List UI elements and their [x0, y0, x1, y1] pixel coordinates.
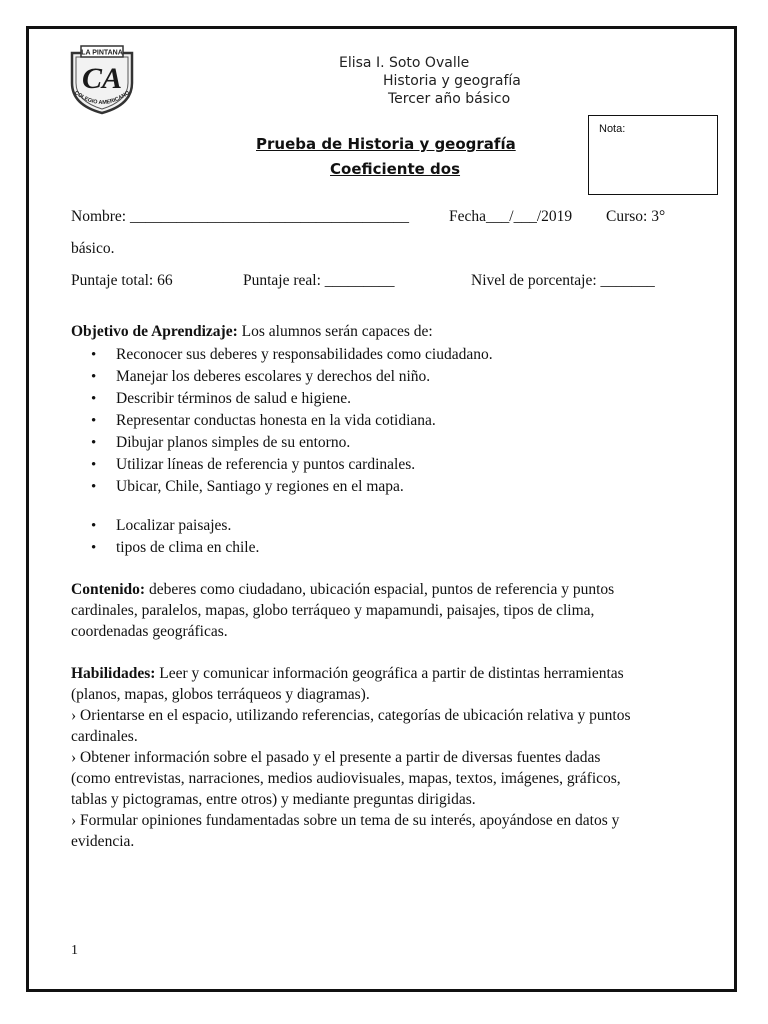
percentage-field[interactable]: Nivel de porcentaje: _______ — [471, 272, 655, 289]
grade-box[interactable] — [588, 115, 718, 195]
course-field: Curso: 3° — [606, 208, 666, 225]
svg-text:LA PINTANA: LA PINTANA — [81, 49, 123, 57]
skills-line: › Formular opiniones fundamentadas sobre un tema de su interés, apoyándose en datos y — [71, 812, 620, 829]
exam-subtitle: Coeficiente dos — [330, 160, 461, 178]
skills-line: (como entrevistas, narraciones, medios audiovisuales, mapas, textos, imágenes, gráficos, — [71, 770, 621, 787]
list-item: • Ubicar, Chile, Santiago y regiones en el mapa. — [71, 476, 493, 498]
date-field[interactable]: Fecha___/___/2019 — [449, 208, 573, 225]
skills-line: cardinales. — [71, 728, 138, 745]
grade-box-label: Nota: — [599, 123, 626, 135]
list-item: • Reconocer sus deberes y responsabilidades como ciudadano. — [71, 344, 493, 366]
skills-line: (planos, mapas, globos terráqueos y diagramas). — [71, 686, 370, 703]
skills-label: Habilidades: — [71, 665, 156, 682]
content-line: deberes como ciudadano, ubicación espacial, puntos de referencia y puntos — [145, 581, 615, 598]
name-field[interactable]: Nombre: ____________________________________ — [71, 208, 409, 225]
real-score-field[interactable]: Puntaje real: _________ — [243, 272, 395, 289]
objective-list-1 — [71, 344, 493, 498]
objective-heading — [71, 323, 433, 341]
page-number: 1 — [71, 943, 78, 958]
objective-label: Objetivo de Aprendizaje: — [71, 323, 238, 340]
exam-title: Prueba de Historia y geografía — [256, 135, 516, 153]
student-info-row — [71, 208, 666, 226]
content-paragraph — [71, 579, 721, 642]
svg-text:CA: CA — [81, 62, 123, 95]
list-item: • tipos de clima en chile. — [71, 537, 259, 559]
content-line: coordenadas geográficas. — [71, 623, 228, 640]
skills-line: › Obtener información sobre el pasado y el presente a partir de diversas fuentes dadas — [71, 749, 601, 766]
objective-list-2 — [71, 515, 259, 559]
content-line: cardinales, paralelos, mapas, globo terráqueo y mapamundi, paisajes, tipos de clima, — [71, 602, 595, 619]
course-continuation: básico. — [71, 240, 115, 257]
school-crest-icon — [64, 41, 140, 115]
list-item: • Manejar los deberes escolares y derechos del niño. — [71, 366, 493, 388]
list-item: • Describir términos de salud e higiene. — [71, 388, 493, 410]
list-item: • Localizar paisajes. — [71, 515, 259, 537]
skills-line: › Orientarse en el espacio, utilizando referencias, categorías de ubicación relativa y puntos — [71, 707, 631, 724]
list-item: • Dibujar planos simples de su entorno. — [71, 432, 493, 454]
subject-name: Historia y geografía — [383, 73, 521, 89]
school-logo — [64, 41, 140, 115]
objective-text: Los alumnos serán capaces de: — [237, 323, 433, 340]
skills-line: evidencia. — [71, 833, 135, 850]
total-score: Puntaje total: 66 — [71, 272, 173, 289]
svg-text:COLEGIO AMERICANO: COLEGIO AMERICANO — [73, 90, 131, 107]
list-item: • Representar conductas honesta en la vida cotidiana. — [71, 410, 493, 432]
list-item: • Utilizar líneas de referencia y puntos cardinales. — [71, 454, 493, 476]
skills-line: tablas y pictogramas, entre otros) y mediante preguntas dirigidas. — [71, 791, 476, 808]
skills-paragraph — [71, 663, 721, 852]
grade-level: Tercer año básico — [388, 91, 511, 107]
content-label: Contenido: — [71, 581, 146, 598]
teacher-name: Elisa I. Soto Ovalle — [339, 55, 470, 71]
skills-line: Leer y comunicar información geográfica a partir de distintas herramientas — [155, 665, 624, 682]
